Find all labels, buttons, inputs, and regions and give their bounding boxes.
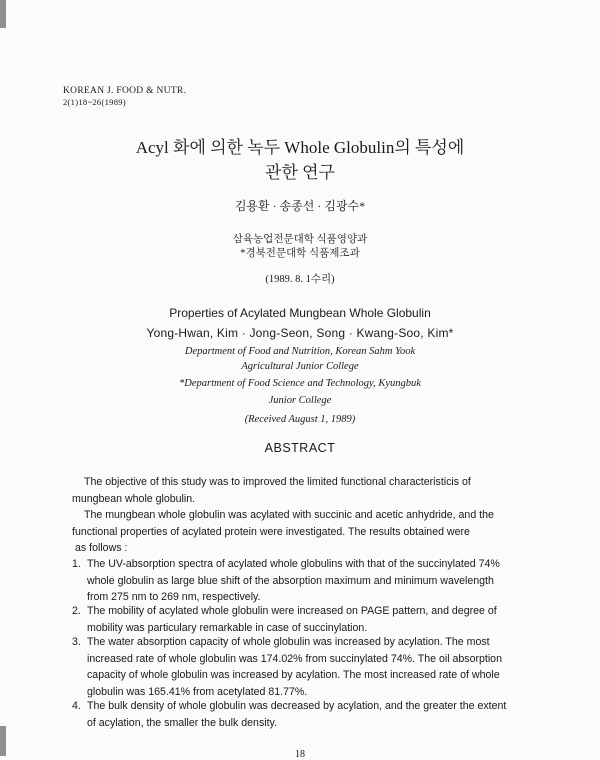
english-affiliation-1: Department of Food and Nutrition, Korean Sahm Yook (184, 346, 416, 357)
abstract-paragraph-1 (72, 474, 532, 507)
result-item-line: capacity of whole globulin was increased by acylation. The most increased rate of whole (87, 669, 500, 681)
abstract-p1-line: The objective of this study was to improved the limited functional characteristicis of (84, 476, 471, 488)
result-item-line: The mobility of acylated whole globulin were increased on PAGE pattern, and degree of (87, 605, 497, 617)
result-item-line: whole globulin as large blue shift of the absorption maximum and minimum wavelength (87, 574, 494, 587)
result-item-line: The water absorption capacity of whole globulin was increased by acylation. The most (87, 636, 490, 648)
english-affiliation-2: Agricultural Junior College (241, 361, 359, 372)
scan-edge-top (0, 0, 6, 28)
journal-header (63, 86, 186, 108)
english-authors: Yong-Hwan, Kim · Jong-Seon, Song · Kwang-Soo, Kim* (146, 326, 454, 340)
result-item-1 (72, 556, 512, 606)
result-item-line: increased rate of whole globulin was 174.02% from succinylated 74%. The oil absorption (87, 652, 502, 665)
korean-received-date: (1989. 8. 1수리) (265, 274, 335, 285)
english-affiliation-4: Junior College (268, 395, 332, 406)
result-item-2 (72, 603, 512, 636)
result-item-line: globulin was 165.41% from acetylated 81.77%. (87, 685, 308, 698)
abstract-p1-line: mungbean whole globulin. (72, 492, 196, 505)
english-title: Properties of Acylated Mungbean Whole Globulin (169, 306, 431, 320)
result-item-number: 2. (72, 605, 81, 617)
result-item-4 (72, 698, 512, 731)
abstract-p2-line: as follows : (75, 542, 128, 554)
abstract-paragraph-2 (72, 507, 532, 557)
result-item-3 (72, 634, 512, 700)
abstract-p2-line: The mungbean whole globulin was acylated with succinic and acetic anhydride, and the (84, 509, 494, 521)
english-received-date: (Received August 1, 1989) (244, 414, 356, 425)
korean-title-line2: 관한 연구 (265, 163, 335, 182)
korean-affiliation-1: 삼육농업전문대학 식품영양과 (232, 234, 368, 245)
result-item-line: from 275 nm to 269 nm, respectively. (87, 591, 261, 603)
result-item-number: 4. (72, 700, 81, 712)
abstract-heading: ABSTRACT (264, 441, 336, 455)
result-item-line: The UV-absorption spectra of acylated whole globulins with that of the succinylated 74% (87, 558, 500, 570)
result-item-line: The bulk density of whole globulin was decreased by acylation, and the greater the extent (87, 700, 507, 712)
english-affiliation-3: *Department of Food Science and Technology, Kyungbuk (179, 378, 421, 389)
korean-authors: 김용환 · 송종선 · 김광수* (234, 199, 366, 213)
page-number: 18 (295, 749, 305, 760)
abstract-p2-line: functional properties of acylated protein were investigated. The results obtained were (72, 525, 470, 538)
journal-name: KOREAN J. FOOD & NUTR. (63, 86, 187, 96)
journal-issue: 2(1)18~26(1989) (63, 97, 126, 107)
result-item-number: 3. (72, 636, 81, 648)
korean-title-line1: Acyl 화에 의한 녹두 Whole Globulin의 특성에 (135, 138, 465, 157)
korean-affiliation-2: *경북전문대학 식품제조과 (240, 248, 360, 259)
result-item-number: 1. (72, 558, 81, 570)
result-item-line: mobility was particulary remarkable in case of succinylation. (87, 621, 368, 634)
result-item-line: of acylation, the smaller the bulk density. (87, 716, 277, 729)
